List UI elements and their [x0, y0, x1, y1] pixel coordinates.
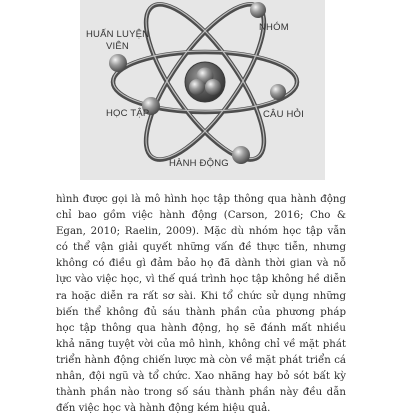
body-paragraph: hình được gọi là mô hình học tập thông qua hành động chỉ bao gồm việc hành động (Carson, 2016; Cho & Egan, 2010; Raelin, 2009). Mặc dù nhóm học tập vẫn có thể vận giải quyết những vấn đề thực tiễn, nhưng không có điều gì đảm bảo họ đã dành thời gian và nỗ lực vào việc học, vì thế quá trình học tập không hề diễn ra hoặc diễn ra rất sơ sài. Khi tổ chức sử dụng những biến thể không đủ sáu thành phần của phương pháp học tập thông qua hành động, họ sẽ đánh mất nhiều khả năng tuyệt vời của mô hình, không chỉ về mặt phát triển hành động chiến lược mà còn về mặt phát triển cá nhân, đội ngũ và tổ chức. Xao nhãng hay bỏ sót bất kỳ thành phần nào trong số sáu thành phần này đều dẫn đến việc học và hành động kém hiệu quả. — [56, 194, 346, 415]
label-nhom: NHÓM — [259, 22, 289, 33]
label-hoc-tap: HỌC TẬP — [106, 108, 150, 119]
electron-huan-luyen-vien — [109, 54, 127, 72]
electron-cau-hoi — [270, 84, 286, 100]
nucleus — [185, 62, 225, 102]
label-huan-luyen-line1: HUẤN LUYỆN — [86, 29, 150, 40]
atom-diagram — [80, 0, 325, 180]
label-huan-luyen-line2: VIÊN — [106, 41, 129, 52]
atom-diagram-figure — [80, 0, 325, 180]
electron-hanh-dong — [232, 146, 250, 164]
label-hanh-dong: HÀNH ĐỘNG — [169, 158, 229, 169]
label-cau-hoi: CÂU HỎI — [263, 109, 304, 120]
electron-nhom — [250, 2, 266, 18]
